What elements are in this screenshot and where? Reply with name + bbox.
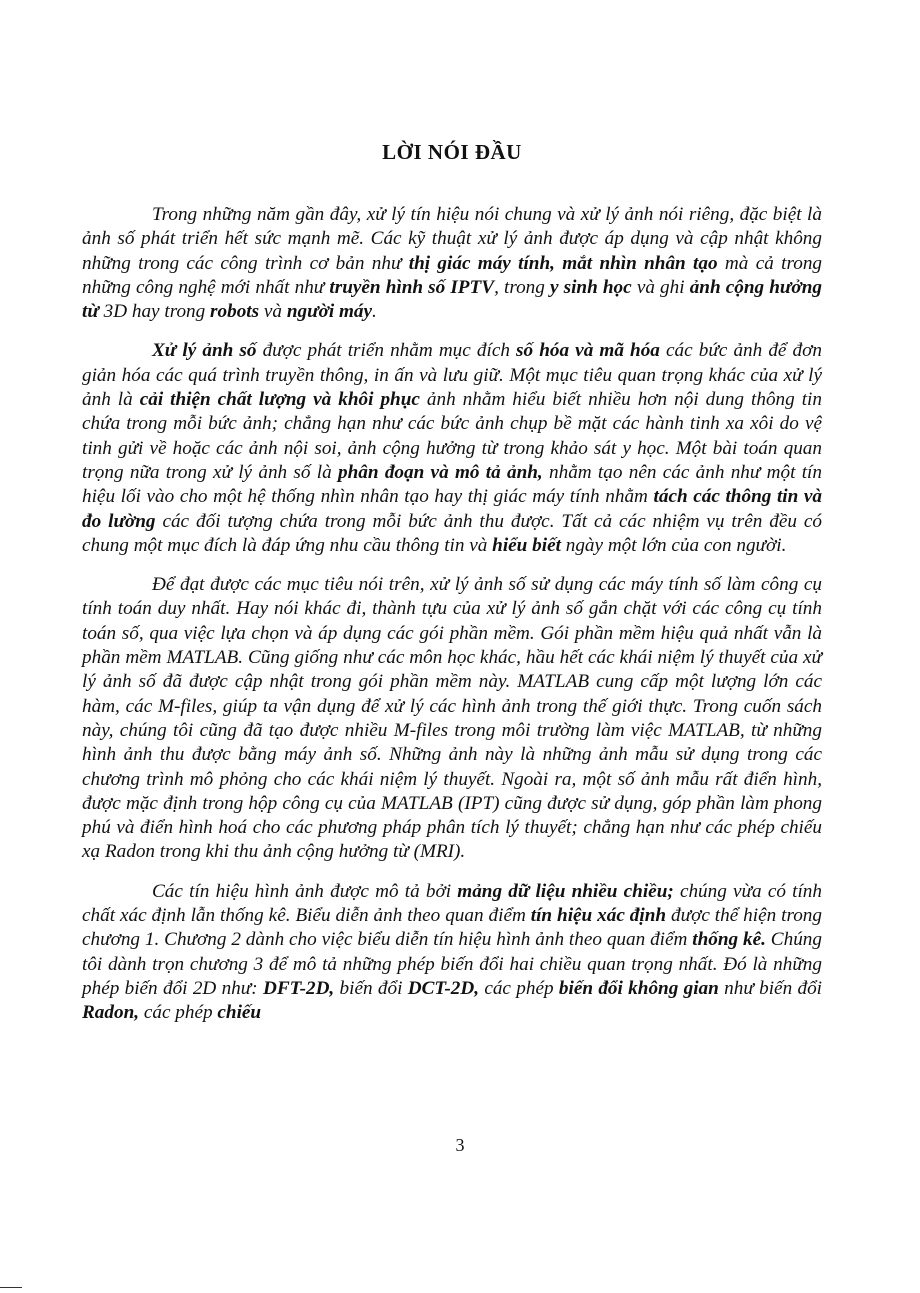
emphasis-text: thống kê. [692,929,766,951]
body-text: , trong [494,276,550,298]
document-page [82,140,822,1041]
paragraph-2 [82,339,822,558]
emphasis-text: DCT-2D, [407,977,479,999]
emphasis-text: tín hiệu xác định [530,905,667,927]
body-text: nhằm tạo nên các ảnh như một tín hiệu lối vào cho một hệ thống nhìn nhân tạo hay thị giác máy tính nhằm [82,461,822,508]
emphasis-text: truyền hình số IPTV [329,276,495,298]
body-text: Trong những năm gần đây, xử lý tín hiệu nói chung và xử lý ảnh nói riêng, đặc biệt là ảnh số phát triển hết sức mạnh mẽ. Các kỹ thuật xử lý ảnh được áp dụng và cập nhật không những trong các công trình cơ bản như [82,204,822,274]
body-text: Các tín hiệu hình ảnh được mô tả bởi [152,880,458,902]
paragraph-1 [82,203,822,324]
body-text: ngày một lớn của con người. [560,534,787,556]
body-text: được thể hiện trong chương 1. Chương 2 dành cho việc biểu diễn tín hiệu hình ảnh theo quan điểm [82,905,822,951]
body-text: ảnh nhằm hiểu biết nhiều hơn nội dung thông tin chứa trong mỗi bức ảnh; chẳng hạn như các bức ảnh chụp bề mặt các hành tinh xa xôi do vệ tinh gửi về hoặc các ảnh nội soi, ảnh cộng hưởng từ trong khảo sát y học. Một bài toán quan trọng nữa trong xử lý ảnh số là [82,389,822,483]
body-text: được phát triển nhằm mục đích [256,340,517,362]
emphasis-text: DFT-2D, [262,977,335,999]
emphasis-text: biến đổi không gian [558,977,719,999]
body-text: và [259,301,287,323]
scan-corner-mark [0,1287,22,1288]
emphasis-text: cải thiện chất lượng và khôi phục [139,389,420,411]
body-text: . [372,301,377,323]
body-text: Chúng tôi dành trọn chương 3 để mô tả những phép biến đổi hai chiều quan trọng nhất. Đó là những phép biến đổi 2D như: [82,929,822,999]
body-text: các đối tượng chứa trong mỗi bức ảnh thu được. Tất cả các nhiệm vụ trên đều có chung một mục đích là đáp ứng nhu cầu thông tin và [82,510,823,556]
emphasis-text: y sinh học [549,276,632,298]
emphasis-text: mảng dữ liệu nhiều chiều; [457,880,674,902]
emphasis-text: tách các thông tin và đo lường [82,486,822,532]
page-title: LỜI NÓI ĐẦU [382,140,522,164]
body-text: như biến đổi [718,977,823,999]
emphasis-text: người máy [286,301,373,323]
emphasis-text: Xử lý ảnh số [152,340,257,362]
page-number: 3 [455,1135,465,1155]
body-text: mà cả trong những công nghệ mới nhất như [82,252,823,298]
body-text: chúng vừa có tính chất xác định lẫn thống kê. Biểu diễn ảnh theo quan điểm [82,880,822,927]
body-text: biến đổi [334,977,408,999]
emphasis-text: phân đoạn và mô tả ảnh, [338,461,543,483]
body-text: 3D hay trong [98,301,211,323]
body-text: các phép [479,977,559,999]
emphasis-text: ảnh cộng hưởng từ [82,276,822,323]
emphasis-text: hiểu biết [492,534,561,556]
emphasis-text: robots [210,301,260,323]
body-text: và ghi [631,276,690,298]
emphasis-text: số hóa và mã hóa [516,340,660,362]
emphasis-text: chiếu [217,1002,262,1024]
emphasis-text: Radon, [82,1002,140,1024]
body-text: các phép [139,1002,218,1024]
paragraph-4 [82,880,822,1026]
body-text: các bức ảnh để đơn giản hóa các quá trình truyền thông, in ấn và lưu giữ. Một mục tiêu quan trọng khác của xử lý ảnh là [82,340,822,411]
paragraph-3 [82,573,822,865]
body-text: Để đạt được các mục tiêu nói trên, xử lý ảnh số sử dụng các máy tính số làm công cụ tính toán duy nhất. Hay nói khác đi, thành tựu của xử lý ảnh số gắn chặt với các công cụ tính toán số, qua việc lựa chọn và áp dụng các gói phần mềm. Gói phần mềm hiệu quả nhất vẫn là phần mềm MATLAB. Cũng giống như các môn học khác, hầu hết các khái niệm lý thuyết của xử lý ảnh số đã được cập nhật trong gói phần mềm này. MATLAB cung cấp một lượng lớn các hàm, các M-files, giúp ta vận dụng để xử lý các hình ảnh trong thế giới thực. Trong cuốn sách này, chúng tôi cũng đã tạo được nhiều M-files trong môi trường làm việc MATLAB, từ những hình ảnh thu được bằng máy ảnh số. Những ảnh này là những ảnh mẫu sử dụng trong các chương trình mô phỏng cho các khái niệm lý thuyết. Ngoài ra, một số ảnh mẫu rất điển hình, được mặc định trong hộp công cụ của MATLAB (IPT) cũng được sử dụng, góp phần làm phong phú và điển hình hoá cho các phương pháp phân tích lý thuyết; chẳng hạn như các phép chiếu xạ Radon trong khi thu ảnh cộng hưởng từ (MRI). [82,574,822,863]
emphasis-text: thị giác máy tính, mắt nhìn nhân tạo [408,252,718,274]
